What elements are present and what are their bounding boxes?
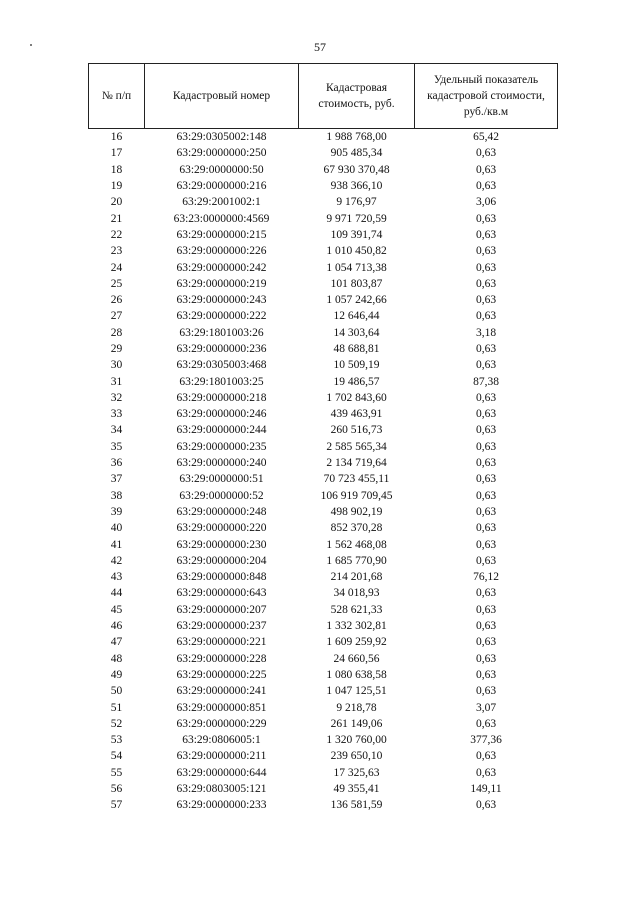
cadastral-number-cell: 63:29:0000000:230 bbox=[176, 538, 267, 551]
row-index-cell: 45 bbox=[110, 603, 123, 616]
cadastral-value-cell: 905 485,34 bbox=[330, 147, 383, 160]
cadastral-value-cell: 14 303,64 bbox=[333, 326, 380, 339]
row-index-cell: 57 bbox=[110, 799, 123, 812]
table-header bbox=[89, 64, 558, 129]
cadastral-value-cell: 1 057 242,66 bbox=[326, 294, 387, 307]
specific-value-cell: 0,63 bbox=[475, 163, 497, 176]
cadastral-value-cell: 1 080 638,58 bbox=[326, 668, 387, 681]
table-row bbox=[89, 520, 558, 536]
cadastral-value-cell: 938 366,10 bbox=[330, 180, 383, 193]
cadastral-value-cell: 101 803,87 bbox=[330, 277, 383, 290]
table-row bbox=[89, 259, 558, 275]
header-cadastral-value: Кадастровая стоимость, руб. bbox=[299, 64, 415, 129]
table-row bbox=[89, 145, 558, 161]
cadastral-number-cell: 63:29:0000000:240 bbox=[176, 457, 267, 470]
row-index-cell: 22 bbox=[110, 228, 123, 241]
cadastral-value-cell: 1 988 768,00 bbox=[326, 131, 387, 144]
table-row bbox=[89, 585, 558, 601]
table-row bbox=[89, 618, 558, 634]
cadastral-number-cell: 63:29:0000000:228 bbox=[176, 652, 267, 665]
specific-value-cell: 377,36 bbox=[470, 734, 502, 747]
row-index-cell: 37 bbox=[110, 473, 123, 486]
specific-value-cell: 0,63 bbox=[475, 538, 497, 551]
cadastral-number-cell: 63:29:0000000:207 bbox=[176, 603, 267, 616]
row-index-cell: 17 bbox=[110, 147, 123, 160]
specific-value-cell: 0,63 bbox=[475, 620, 497, 633]
row-index-cell: 26 bbox=[110, 294, 123, 307]
header-specific-value: Удельный показатель кадастровой стоимости, руб./кв.м bbox=[415, 64, 558, 129]
cadastral-number-cell: 63:29:0000000:244 bbox=[176, 424, 267, 437]
cadastral-number-cell: 63:29:0000000:241 bbox=[176, 685, 267, 698]
row-index-cell: 49 bbox=[110, 668, 123, 681]
page-number: 57 bbox=[314, 40, 326, 54]
cadastral-number-cell: 63:29:0000000:644 bbox=[176, 766, 267, 779]
table-row bbox=[89, 325, 558, 341]
cadastral-number-cell: 63:29:0000000:52 bbox=[179, 489, 264, 502]
table-row bbox=[89, 765, 558, 781]
cadastral-number-cell: 63:29:0000000:248 bbox=[176, 505, 267, 518]
cadastral-value-cell: 1 685 770,90 bbox=[326, 554, 387, 567]
row-index-cell: 16 bbox=[110, 131, 123, 144]
specific-value-cell: 3,07 bbox=[475, 701, 497, 714]
row-index-cell: 38 bbox=[110, 489, 123, 502]
specific-value-cell: 0,63 bbox=[475, 473, 497, 486]
table-row bbox=[89, 178, 558, 194]
table-row bbox=[89, 683, 558, 699]
cadastral-number-cell: 63:23:0000000:4569 bbox=[173, 212, 270, 225]
table-row bbox=[89, 602, 558, 618]
cadastral-number-cell: 63:29:0000000:211 bbox=[176, 750, 267, 763]
cadastral-table-container bbox=[88, 63, 557, 813]
header-row bbox=[89, 64, 558, 129]
cadastral-value-cell: 439 463,91 bbox=[330, 408, 383, 421]
specific-value-cell: 0,63 bbox=[475, 554, 497, 567]
specific-value-cell: 3,06 bbox=[475, 196, 497, 209]
cadastral-number-cell: 63:29:0000000:643 bbox=[176, 587, 267, 600]
cadastral-value-cell: 109 391,74 bbox=[330, 228, 383, 241]
cadastral-number-cell: 63:29:0000000:220 bbox=[176, 522, 267, 535]
specific-value-cell: 0,63 bbox=[475, 750, 497, 763]
cadastral-value-table bbox=[88, 63, 558, 813]
table-row bbox=[89, 357, 558, 373]
cadastral-value-cell: 1 609 259,92 bbox=[326, 636, 387, 649]
cadastral-value-cell: 1 054 713,38 bbox=[326, 261, 387, 274]
specific-value-cell: 0,63 bbox=[475, 457, 497, 470]
specific-value-cell: 0,63 bbox=[475, 799, 497, 812]
row-index-cell: 40 bbox=[110, 522, 123, 535]
cadastral-value-cell: 10 509,19 bbox=[333, 359, 380, 372]
cadastral-number-cell: 63:29:0000000:229 bbox=[176, 717, 267, 730]
row-index-cell: 43 bbox=[110, 571, 123, 584]
table-row bbox=[89, 390, 558, 406]
specific-value-cell: 76,12 bbox=[473, 571, 499, 584]
row-index-cell: 21 bbox=[110, 212, 123, 225]
row-index-cell: 52 bbox=[110, 717, 123, 730]
cadastral-value-cell: 2 134 719,64 bbox=[326, 457, 387, 470]
row-index-cell: 56 bbox=[110, 783, 123, 796]
specific-value-cell: 0,63 bbox=[475, 359, 497, 372]
row-index-cell: 27 bbox=[110, 310, 123, 323]
specific-value-cell: 0,63 bbox=[475, 766, 497, 779]
cadastral-value-cell: 67 930 370,48 bbox=[323, 163, 390, 176]
table-row bbox=[89, 634, 558, 650]
row-index-cell: 55 bbox=[110, 766, 123, 779]
specific-value-cell: 65,42 bbox=[473, 131, 499, 144]
specific-value-cell: 87,38 bbox=[473, 375, 499, 388]
row-index-cell: 46 bbox=[110, 620, 123, 633]
header-cadastral-number: Кадастровый номер bbox=[145, 64, 299, 129]
row-index-cell: 30 bbox=[110, 359, 123, 372]
row-index-cell: 31 bbox=[110, 375, 123, 388]
table-row bbox=[89, 781, 558, 797]
cadastral-number-cell: 63:29:1801003:26 bbox=[179, 326, 264, 339]
cadastral-value-cell: 17 325,63 bbox=[333, 766, 380, 779]
header-index: № п/п bbox=[89, 64, 145, 129]
specific-value-cell: 149,11 bbox=[470, 783, 502, 796]
table-row bbox=[89, 716, 558, 732]
table-row bbox=[89, 504, 558, 520]
row-index-cell: 41 bbox=[110, 538, 123, 551]
cadastral-number-cell: 63:29:0000000:51 bbox=[179, 473, 264, 486]
cadastral-value-cell: 12 646,44 bbox=[333, 310, 380, 323]
row-index-cell: 51 bbox=[110, 701, 123, 714]
cadastral-number-cell: 63:29:0000000:215 bbox=[176, 228, 267, 241]
row-index-cell: 33 bbox=[110, 408, 123, 421]
cadastral-value-cell: 852 370,28 bbox=[330, 522, 383, 535]
cadastral-number-cell: 63:29:0000000:246 bbox=[176, 408, 267, 421]
row-index-cell: 28 bbox=[110, 326, 123, 339]
row-index-cell: 54 bbox=[110, 750, 123, 763]
cadastral-value-cell: 1 332 302,81 bbox=[326, 620, 387, 633]
cadastral-number-cell: 63:29:0000000:243 bbox=[176, 294, 267, 307]
table-row bbox=[89, 488, 558, 504]
cadastral-value-cell: 498 902,19 bbox=[330, 505, 383, 518]
table-row bbox=[89, 797, 558, 813]
cadastral-number-cell: 63:29:0000000:204 bbox=[176, 554, 267, 567]
specific-value-cell: 0,63 bbox=[475, 636, 497, 649]
table-row bbox=[89, 422, 558, 438]
table-row bbox=[89, 194, 558, 210]
cadastral-value-cell: 1 010 450,82 bbox=[326, 245, 387, 258]
row-index-cell: 18 bbox=[110, 163, 123, 176]
cadastral-number-cell: 63:29:2001002:1 bbox=[182, 196, 261, 209]
specific-value-cell: 0,63 bbox=[475, 489, 497, 502]
cadastral-value-cell: 239 650,10 bbox=[330, 750, 383, 763]
row-index-cell: 35 bbox=[110, 440, 123, 453]
cadastral-number-cell: 63:29:0806005:1 bbox=[182, 734, 261, 747]
cadastral-number-cell: 63:29:0803005:121 bbox=[176, 783, 267, 796]
row-index-cell: 29 bbox=[110, 343, 123, 355]
specific-value-cell: 3,18 bbox=[475, 326, 497, 339]
table-row bbox=[89, 536, 558, 552]
row-index-cell: 24 bbox=[110, 261, 123, 274]
cadastral-value-cell: 261 149,06 bbox=[330, 717, 383, 730]
row-index-cell: 39 bbox=[110, 505, 123, 518]
table-row bbox=[89, 292, 558, 308]
row-index-cell: 20 bbox=[110, 196, 123, 209]
specific-value-cell: 0,63 bbox=[475, 343, 497, 355]
table-row bbox=[89, 227, 558, 243]
specific-value-cell: 0,63 bbox=[475, 294, 497, 307]
cadastral-number-cell: 63:29:0000000:226 bbox=[176, 245, 267, 258]
cadastral-number-cell: 63:29:0305002:148 bbox=[176, 131, 267, 144]
specific-value-cell: 0,63 bbox=[475, 228, 497, 241]
cadastral-number-cell: 63:29:0000000:50 bbox=[179, 163, 264, 176]
row-index-cell: 47 bbox=[110, 636, 123, 649]
row-index-cell: 42 bbox=[110, 554, 123, 567]
table-row bbox=[89, 732, 558, 748]
specific-value-cell: 0,63 bbox=[475, 277, 497, 290]
specific-value-cell: 0,63 bbox=[475, 587, 497, 600]
table-row bbox=[89, 651, 558, 667]
row-index-cell: 48 bbox=[110, 652, 123, 665]
specific-value-cell: 0,63 bbox=[475, 603, 497, 616]
cadastral-number-cell: 63:29:0000000:233 bbox=[176, 799, 267, 812]
cadastral-value-cell: 1 320 760,00 bbox=[326, 734, 387, 747]
table-row bbox=[89, 308, 558, 324]
cadastral-number-cell: 63:29:0000000:225 bbox=[176, 668, 267, 681]
specific-value-cell: 0,63 bbox=[475, 652, 497, 665]
specific-value-cell: 0,63 bbox=[475, 245, 497, 258]
cadastral-value-cell: 9 971 720,59 bbox=[326, 212, 387, 225]
specific-value-cell: 0,63 bbox=[475, 408, 497, 421]
cadastral-number-cell: 63:29:0000000:235 bbox=[176, 440, 267, 453]
table-row bbox=[89, 667, 558, 683]
cadastral-value-cell: 2 585 565,34 bbox=[326, 440, 387, 453]
table-row bbox=[89, 748, 558, 764]
specific-value-cell: 0,63 bbox=[475, 440, 497, 453]
table-row bbox=[89, 439, 558, 455]
row-index-cell: 19 bbox=[110, 180, 123, 193]
row-index-cell: 34 bbox=[110, 424, 123, 437]
cadastral-number-cell: 63:29:0305003:468 bbox=[176, 359, 267, 372]
specific-value-cell: 0,63 bbox=[475, 424, 497, 437]
cadastral-value-cell: 70 723 455,11 bbox=[323, 473, 390, 486]
cadastral-number-cell: 63:29:1801003:25 bbox=[179, 375, 264, 388]
cadastral-number-cell: 63:29:0000000:218 bbox=[176, 391, 267, 404]
cadastral-number-cell: 63:29:0000000:848 bbox=[176, 571, 267, 584]
cadastral-number-cell: 63:29:0000000:851 bbox=[176, 701, 267, 714]
cadastral-value-cell: 1 562 468,08 bbox=[326, 538, 387, 551]
table-row bbox=[89, 471, 558, 487]
specific-value-cell: 0,63 bbox=[475, 310, 497, 323]
table-row bbox=[89, 276, 558, 292]
row-index-cell: 23 bbox=[110, 245, 123, 258]
cadastral-number-cell: 63:29:0000000:236 bbox=[176, 343, 267, 355]
specific-value-cell: 0,63 bbox=[475, 668, 497, 681]
row-index-cell: 50 bbox=[110, 685, 123, 698]
row-index-cell: 53 bbox=[110, 734, 123, 747]
cadastral-value-cell: 49 355,41 bbox=[333, 783, 380, 796]
table-row bbox=[89, 243, 558, 259]
cadastral-value-cell: 9 176,97 bbox=[336, 196, 377, 209]
cadastral-number-cell: 63:29:0000000:216 bbox=[176, 180, 267, 193]
cadastral-value-cell: 19 486,57 bbox=[333, 375, 380, 388]
cadastral-number-cell: 63:29:0000000:219 bbox=[176, 277, 267, 290]
cadastral-number-cell: 63:29:0000000:242 bbox=[176, 261, 267, 274]
table-row bbox=[89, 406, 558, 422]
cadastral-number-cell: 63:29:0000000:237 bbox=[176, 620, 267, 633]
cadastral-value-cell: 214 201,68 bbox=[330, 571, 383, 584]
table-row bbox=[89, 553, 558, 569]
cadastral-value-cell: 136 581,59 bbox=[330, 799, 383, 812]
table-row bbox=[89, 699, 558, 715]
table-body bbox=[89, 129, 558, 814]
table-row bbox=[89, 341, 558, 357]
cadastral-number-cell: 63:29:0000000:222 bbox=[176, 310, 267, 323]
specific-value-cell: 0,63 bbox=[475, 391, 497, 404]
cadastral-value-cell: 24 660,56 bbox=[333, 652, 380, 665]
cadastral-number-cell: 63:29:0000000:221 bbox=[176, 636, 267, 649]
table-row bbox=[89, 569, 558, 585]
specific-value-cell: 0,63 bbox=[475, 180, 497, 193]
cadastral-value-cell: 260 516,73 bbox=[330, 424, 383, 437]
cadastral-value-cell: 48 688,81 bbox=[333, 343, 380, 355]
table-row bbox=[89, 129, 558, 146]
specific-value-cell: 0,63 bbox=[475, 212, 497, 225]
cadastral-value-cell: 1 702 843,60 bbox=[326, 391, 387, 404]
cadastral-number-cell: 63:29:0000000:250 bbox=[176, 147, 267, 160]
row-index-cell: 25 bbox=[110, 277, 123, 290]
table-row bbox=[89, 455, 558, 471]
scan-speck bbox=[30, 44, 32, 46]
row-index-cell: 32 bbox=[110, 391, 123, 404]
table-row bbox=[89, 162, 558, 178]
cadastral-value-cell: 34 018,93 bbox=[333, 587, 380, 600]
specific-value-cell: 0,63 bbox=[475, 261, 497, 274]
cadastral-value-cell: 528 621,33 bbox=[330, 603, 383, 616]
specific-value-cell: 0,63 bbox=[475, 505, 497, 518]
table-row bbox=[89, 210, 558, 226]
specific-value-cell: 0,63 bbox=[475, 685, 497, 698]
specific-value-cell: 0,63 bbox=[475, 522, 497, 535]
row-index-cell: 44 bbox=[110, 587, 123, 600]
specific-value-cell: 0,63 bbox=[475, 147, 497, 160]
cadastral-value-cell: 1 047 125,51 bbox=[326, 685, 387, 698]
row-index-cell: 36 bbox=[110, 457, 123, 470]
table-row bbox=[89, 373, 558, 389]
specific-value-cell: 0,63 bbox=[475, 717, 497, 730]
cadastral-value-cell: 9 218,78 bbox=[336, 701, 377, 714]
cadastral-value-cell: 106 919 709,45 bbox=[320, 489, 393, 502]
